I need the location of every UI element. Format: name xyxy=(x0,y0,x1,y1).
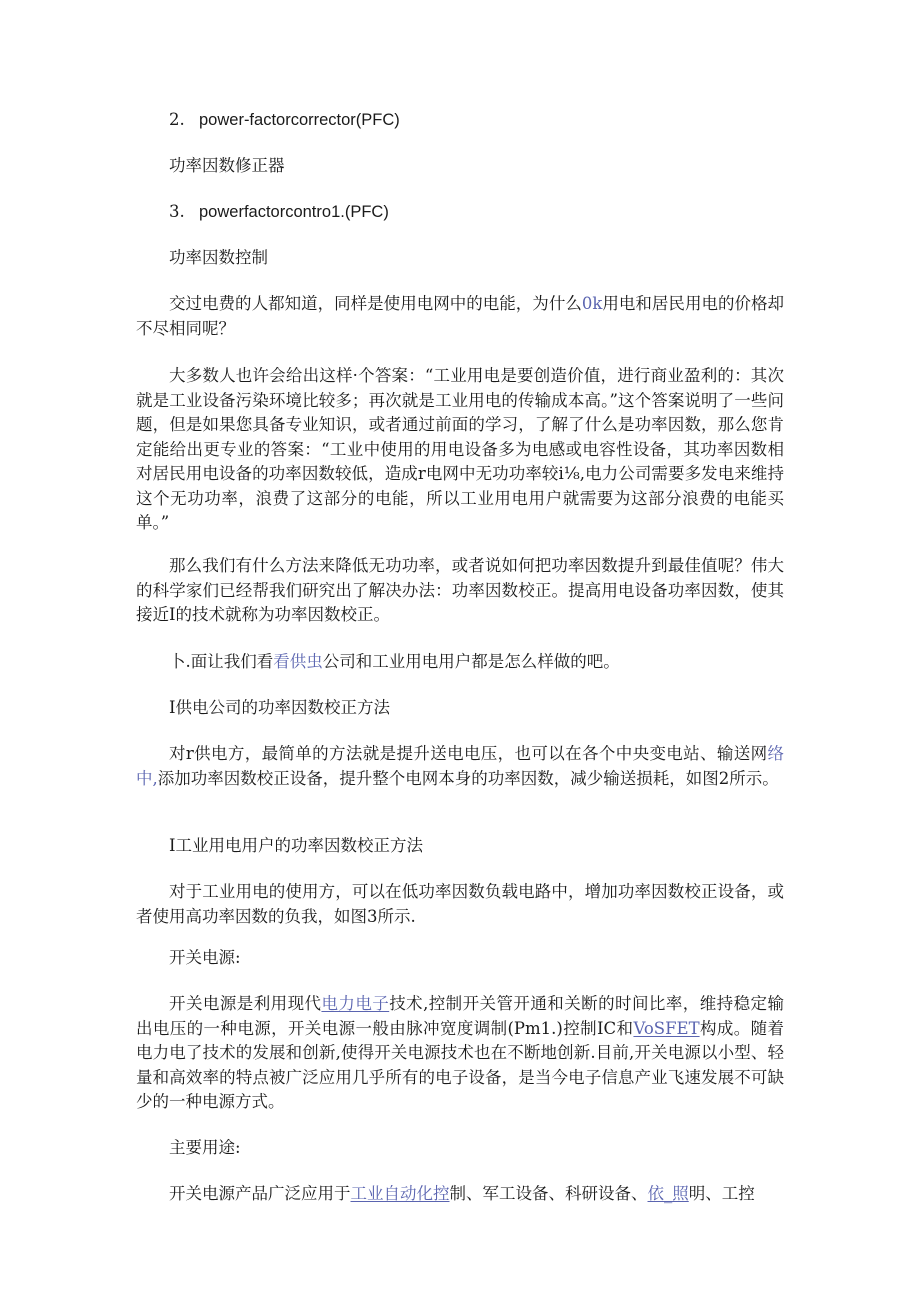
item-3-heading xyxy=(136,200,784,225)
text-run: 公司和工业用电用户都是怎么样做的吧。 xyxy=(322,652,620,671)
item-2-title: power-factorcorrector(PFC) xyxy=(199,111,400,129)
item-2-subtitle: 功率因数修正器 xyxy=(169,156,285,175)
link-power-electronics[interactable]: 电力电子 xyxy=(321,994,390,1013)
link-lighting[interactable]: 依_照 xyxy=(647,1184,689,1203)
link-network[interactable]: 络中, xyxy=(136,744,784,788)
item-2-heading xyxy=(136,108,784,133)
text-run: 对r供电方，最简单的方法就是提升送电电压，也可以在各个中央变电站、输送网 xyxy=(169,744,768,763)
text-run: 明、工控 xyxy=(688,1184,755,1203)
item-3-title: powerfactorcontro1.(PFC) xyxy=(199,203,389,221)
text-run: 交过电费的人都知道，同样是使用电网中的电能，为什么 xyxy=(169,294,582,313)
section-heading-supplier: I供电公司的功率因数校正方法 xyxy=(169,698,391,717)
paragraph-lead-in xyxy=(136,650,784,675)
item-3-subtitle: 功率因数控制 xyxy=(169,248,268,267)
paragraph-switching-power xyxy=(136,992,784,1115)
paragraph-electricity-price xyxy=(136,292,784,341)
paragraph-supplier-method xyxy=(136,742,784,791)
paragraph-industrial-method: 对于工业用电的使用方，可以在低功率因数负载电路中，增加功率因数校正设备，或者使用高功率因数的负我，如图3所示. xyxy=(136,882,784,926)
paragraph-answer: 大多数人也许会给出这样·个答案：“工业用电是要创造价值，进行商业盈利的：其次就是工业设备污染环境比较多；再次就是工业用电的传输成本高。”这个答案说明了一些问题，但是如果您具备专业知识，或者通过前面的学习，了解了什么是功率因数，那么您肯定能给出更专业的答案：“工业中使用的用电设备多为电感或电容性设备，其功率因数相对居民用电设备的功率因数较低，造成r电网中无功功率较i⅛,电力公司需要多发电来维持这个无功功率，浪费了这部分的电能，所以工业用电用户就需要为这部分浪费的电能买单。” xyxy=(136,366,784,532)
text-run: 卜.面让我们看 xyxy=(169,652,274,671)
paragraph-main-uses xyxy=(136,1182,784,1207)
paragraph-pfc-solution: 那么我们有什么方法来降低无功功率，或者说如何把功率因数提升到最佳值呢？伟大的科学家们已经帮我们研究出了解决办法：功率因数校正。提高用电设备功率因数，使其接近I的技术就称为功率因数校正。 xyxy=(136,556,784,624)
text-run: 技术,控制开关管开通和关断的时间比率，维持稳定输出电压的一种电源，开关电源一般由脉冲宽度调制(Pm1.)控制IC和 xyxy=(136,994,784,1038)
link-0k[interactable]: 0k xyxy=(581,294,603,313)
text-run: 制、军工设备、科研设备、 xyxy=(449,1184,648,1203)
section-heading-switching-power: 开关电源: xyxy=(169,948,241,967)
item-3-number: 3. xyxy=(169,202,185,221)
text-run: 用电和居民用电的价格却不尽相同呢？ xyxy=(136,294,785,338)
section-heading-industrial: I工业用电用户的功率因数校正方法 xyxy=(169,836,424,855)
text-run: 构成。随着电力电了技术的发展和创新,使得开关电源技术也在不断地创新.目前,开关电源以小型、轻量和高效率的特点被广泛应用几乎所有的电子设备，是当今电子信息产业飞速发展不可缺少的一种电源方式。 xyxy=(136,1018,785,1111)
section-heading-main-uses: 主要用途: xyxy=(169,1138,241,1157)
link-industrial-automation[interactable]: 工业自动化控 xyxy=(350,1184,450,1203)
text-run: 添加功率因数校正设备，提升整个电网本身的功率因数，减少输送损耗，如图2所示。 xyxy=(157,768,779,788)
link-mosfet[interactable]: VoSFET xyxy=(633,1018,700,1038)
text-run: 开关电源产品广泛应用于 xyxy=(169,1184,351,1203)
item-2-number: 2. xyxy=(169,110,185,129)
text-run: 开关电源是利用现代 xyxy=(169,994,322,1013)
link-supplier[interactable]: 看供虫 xyxy=(273,652,323,671)
